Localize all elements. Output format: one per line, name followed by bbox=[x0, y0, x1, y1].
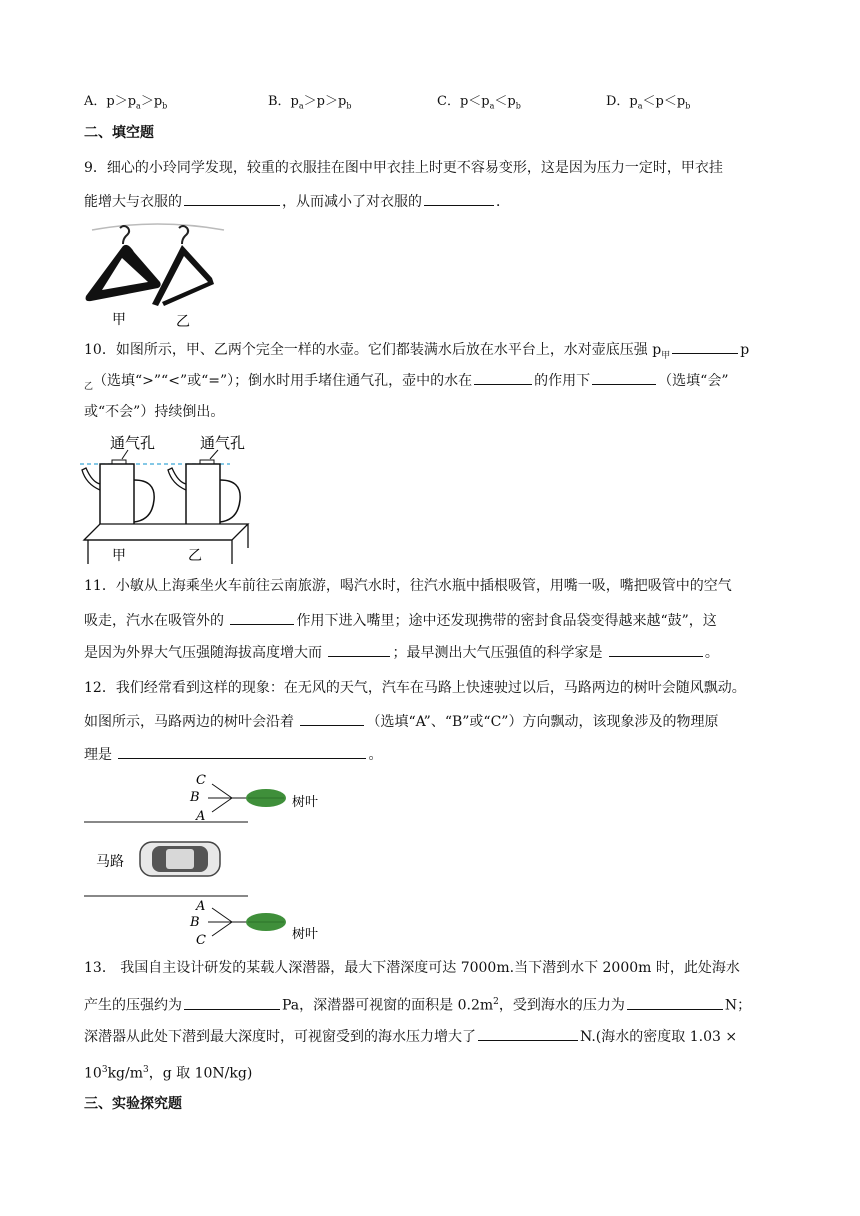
q9-blank-1[interactable] bbox=[184, 191, 280, 206]
q10-fig-label-yi: 乙 bbox=[188, 548, 202, 564]
q12-line-1: 12．我们经常看到这样的现象：在无风的天气，汽车在马路上快速驶过以后，马路两边的树叶会随风飘动。 bbox=[84, 680, 746, 696]
q10-kettle-figure bbox=[80, 428, 252, 566]
option-a: A．$p>p_a>p_b$ bbox=[84, 94, 168, 111]
q11-line-2: 吸走，汽水在吸管外的 作用下进入嘴里；途中还发现携带的密封食品袋变得越来越“鼓”，这 bbox=[84, 610, 717, 631]
q12-fig-label-b-bottom: B bbox=[190, 915, 200, 930]
section-heading-fill: 二、填空题 bbox=[84, 125, 154, 141]
q11-line-1: 11．小敏从上海乘坐火车前往云南旅游，喝汽水时，往汽水瓶中插根吸管，用嘴一吸，嘴把吸管中的空气 bbox=[84, 578, 732, 594]
q12-blank-2[interactable] bbox=[118, 744, 366, 759]
q9-hanger-figure bbox=[82, 218, 232, 330]
q9-fig-label-jia: 甲 bbox=[112, 312, 126, 328]
q12-blank-1[interactable] bbox=[300, 711, 364, 726]
option-c: C．$p<p_a<p_b$ bbox=[437, 94, 521, 111]
q10-fig-hole-2: 通气孔 bbox=[200, 434, 246, 452]
q13-line-3: 深潜器从此处下潜到最大深度时，可视窗受到的海水压力增大了 N.(海水的密度取 1.03 × bbox=[84, 1026, 737, 1047]
q10-blank-1[interactable] bbox=[672, 339, 738, 354]
q12-fig-label-b-top: B bbox=[190, 790, 200, 805]
q9-blank-2[interactable] bbox=[424, 191, 494, 206]
q12-fig-leaf-top: 树叶 bbox=[292, 795, 319, 810]
q13-line-4: $10^3kg/m^3$，g 取 10N/kg) bbox=[84, 1065, 253, 1082]
q11-blank-2[interactable] bbox=[328, 642, 390, 657]
section-heading-experiment: 三、实验探究题 bbox=[84, 1096, 182, 1112]
q12-fig-label-c-top: C bbox=[196, 773, 206, 788]
q9-line-2: 能增大与衣服的 ，从而减小了对衣服的 ． bbox=[84, 191, 510, 212]
q10-line-2: $_乙$（选填“>”“<”或“=”）；倒水时用手堵住通气孔，壶中的水在 的作用下 （选填“会” bbox=[84, 370, 728, 397]
q12-line-3: 理是 。 bbox=[84, 744, 382, 765]
q11-blank-1[interactable] bbox=[230, 610, 294, 625]
q12-fig-label-a-top: A bbox=[196, 809, 206, 824]
q13-blank-2[interactable] bbox=[627, 995, 723, 1010]
q10-fig-label-jia: 甲 bbox=[112, 548, 126, 564]
q13-line-1: 13． 我国自主设计研发的某载人深潜器，最大下潜深度可达 7000m.当下潜到水下 2000m 时，此处海水 bbox=[84, 960, 740, 976]
option-d: D．$p_a<p<p_b$ bbox=[606, 94, 691, 111]
q12-line-2: 如图所示，马路两边的树叶会沿着 （选填“A”、“B”或“C”）方向飘动，该现象涉及的物理原 bbox=[84, 711, 718, 732]
q10-line-1: 10．如图所示，甲、乙两个完全一样的水壶。它们都装满水后放在水平台上，水对壶底压强 $p_甲$ p bbox=[84, 339, 749, 366]
q11-line-3: 是因为外界大气压强随海拔高度增大而 ；最早测出大气压强值的科学家是 。 bbox=[84, 642, 719, 663]
q10-line-3: 或“不会”）持续倒出。 bbox=[84, 404, 225, 420]
q10-fig-hole-1: 通气孔 bbox=[110, 434, 156, 452]
car-icon bbox=[140, 842, 220, 876]
q9-fig-label-yi: 乙 bbox=[176, 314, 190, 330]
q13-blank-1[interactable] bbox=[184, 995, 280, 1010]
q12-road-figure bbox=[80, 768, 340, 948]
q12-fig-label-a-bottom: A bbox=[196, 899, 206, 914]
option-b: B．$p_a>p>p_b$ bbox=[268, 94, 352, 111]
q12-fig-road: 马路 bbox=[96, 854, 124, 870]
q10-blank-3[interactable] bbox=[592, 370, 656, 385]
q10-blank-2[interactable] bbox=[474, 370, 532, 385]
q9-line-1: 9．细心的小玲同学发现，较重的衣服挂在图中甲衣挂上时更不容易变形，这是因为压力一定时，甲衣挂 bbox=[84, 160, 723, 176]
q13-line-2: 产生的压强约为 Pa，深潜器可视窗的面积是 $0.2m^2$，受到海水的压力为 N； bbox=[84, 992, 751, 1016]
q13-blank-3[interactable] bbox=[478, 1026, 578, 1041]
q11-blank-3[interactable] bbox=[609, 642, 703, 657]
q12-fig-label-c-bottom: C bbox=[196, 933, 206, 948]
q12-fig-leaf-bottom: 树叶 bbox=[292, 927, 319, 942]
